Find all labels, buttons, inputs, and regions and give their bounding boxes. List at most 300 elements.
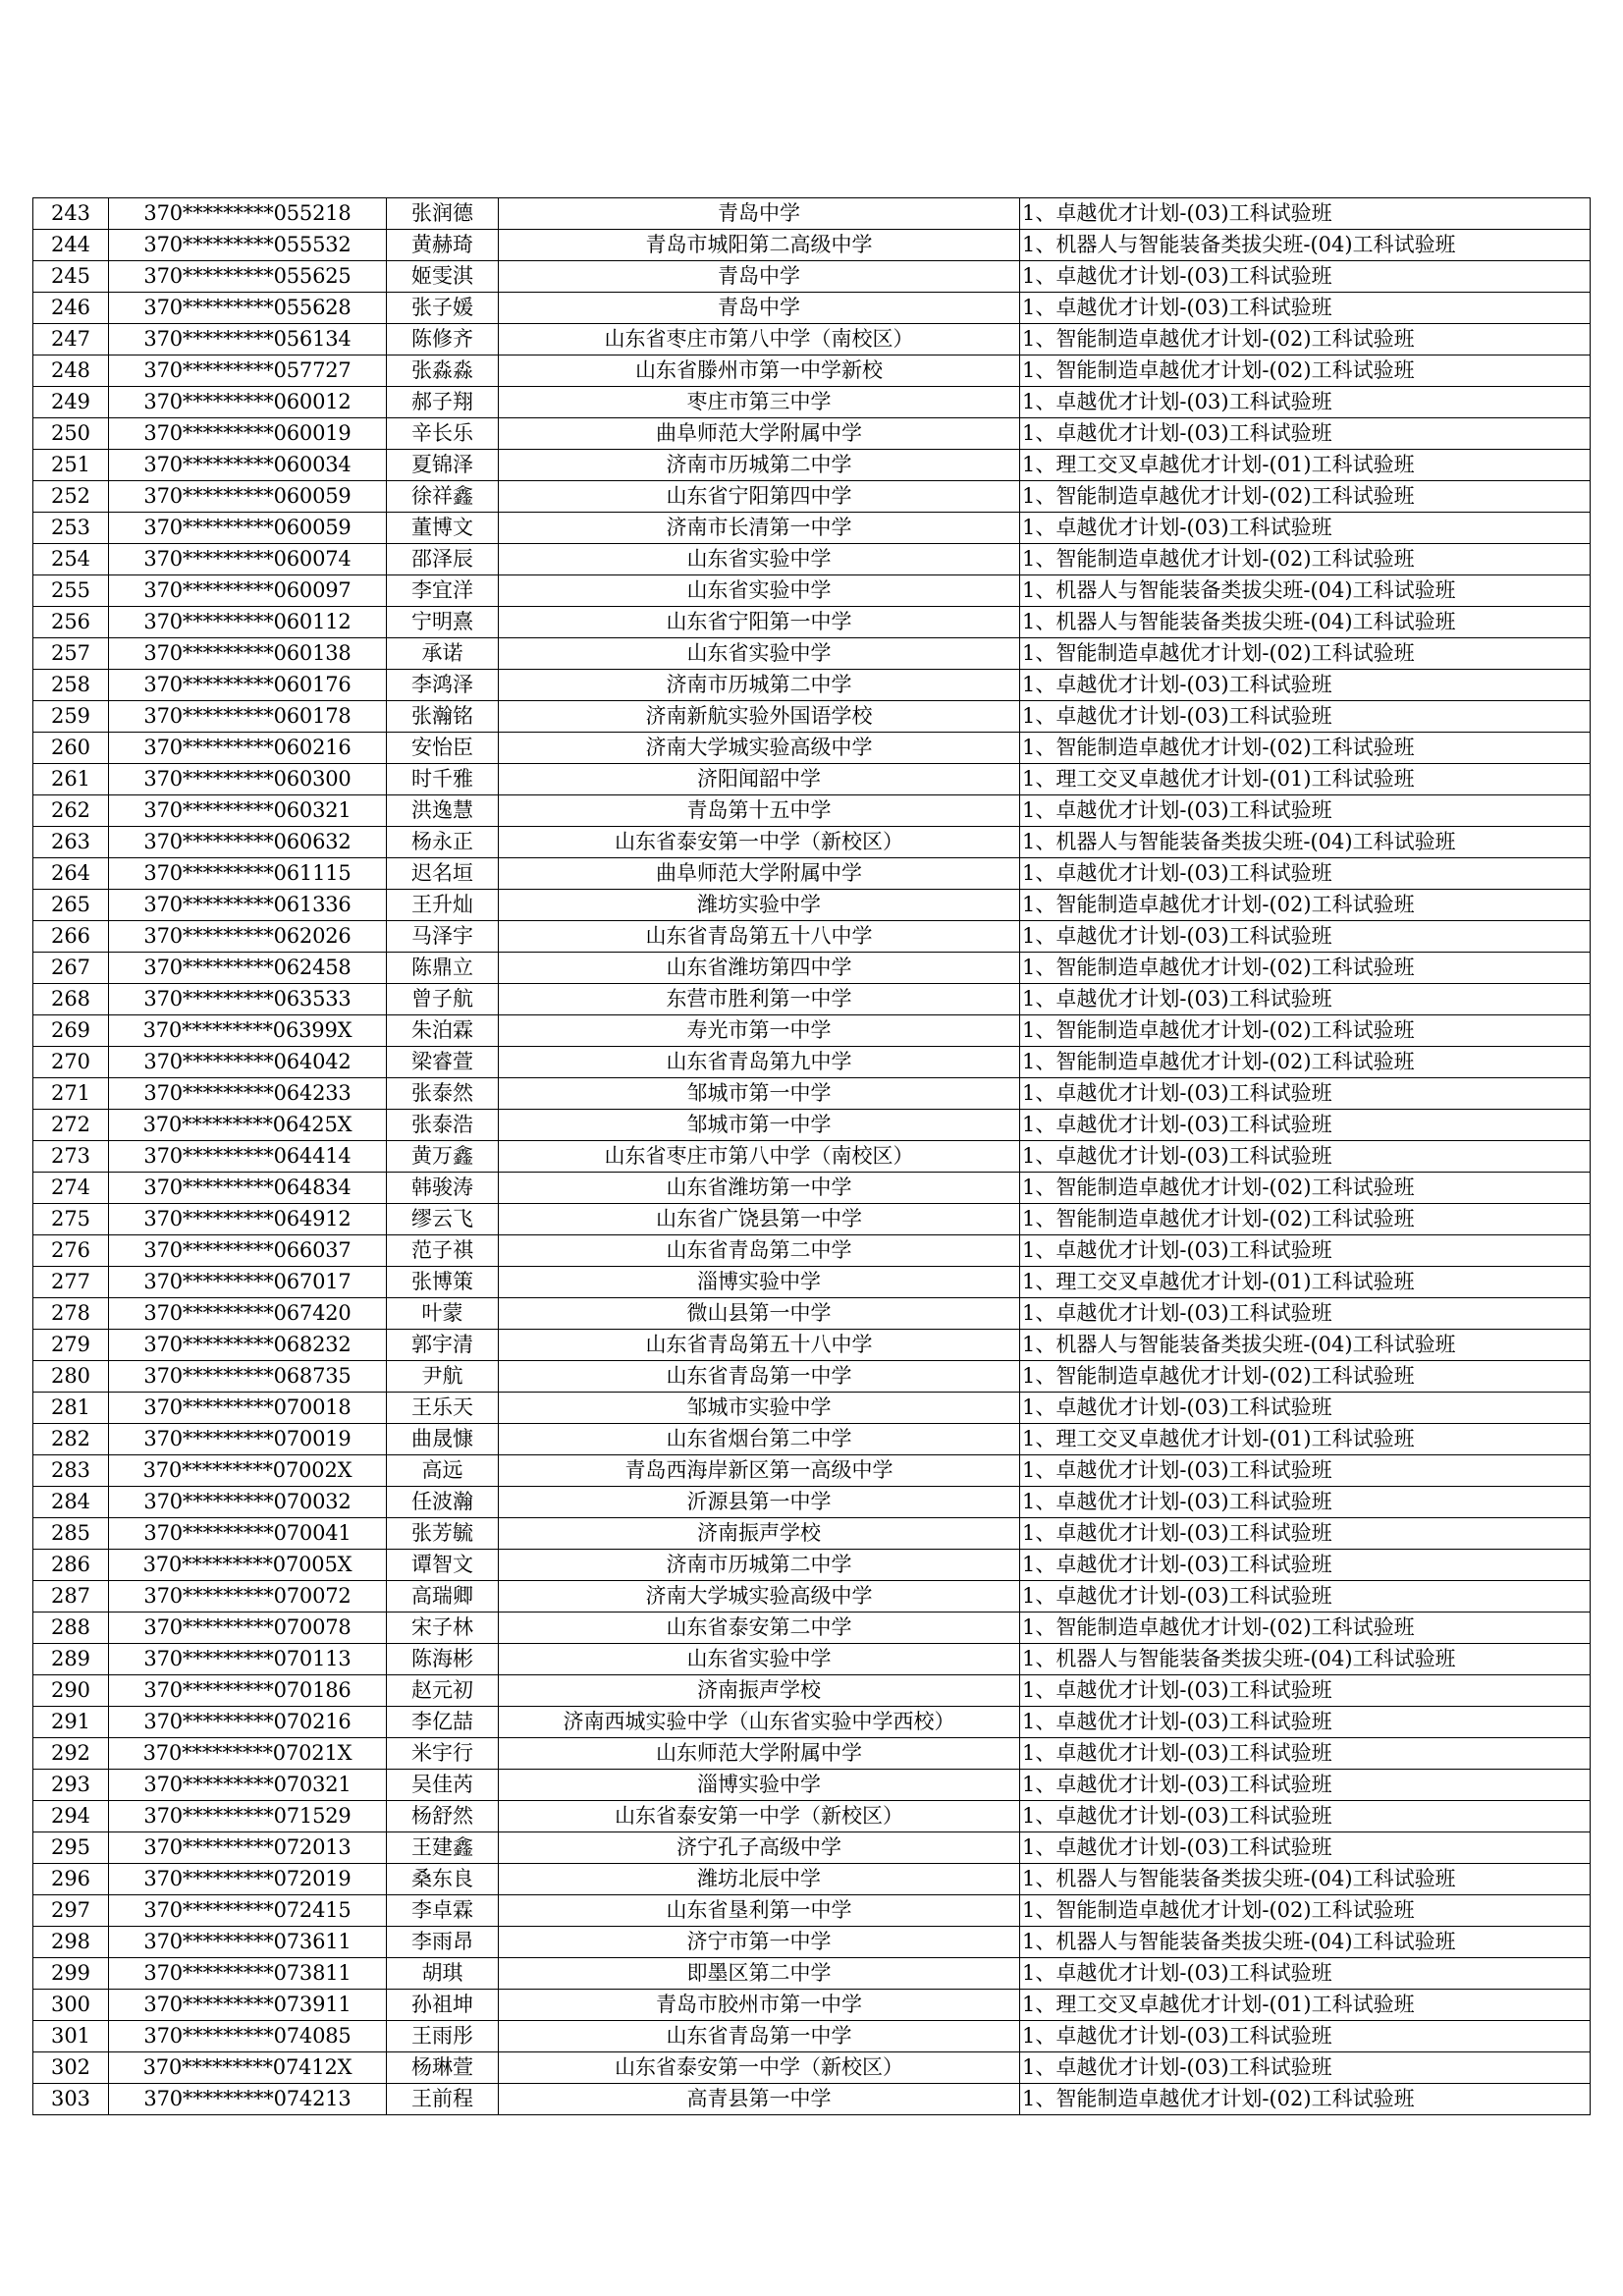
id-number-cell: 370*********060176 xyxy=(109,670,387,701)
program-cell: 1、机器人与智能装备类拔尖班-(04)工科试验班 xyxy=(1020,1644,1591,1675)
school-cell: 济南市历城第二中学 xyxy=(499,670,1020,701)
program-cell: 1、理工交叉卓越优才计划-(01)工科试验班 xyxy=(1020,1267,1591,1298)
student-name-cell: 张芳毓 xyxy=(387,1518,499,1550)
program-cell: 1、智能制造卓越优才计划-(02)工科试验班 xyxy=(1020,481,1591,513)
id-number-cell: 370*********07005X xyxy=(109,1550,387,1581)
school-cell: 微山县第一中学 xyxy=(499,1298,1020,1330)
row-number-cell: 255 xyxy=(33,575,109,607)
row-number-cell: 257 xyxy=(33,638,109,670)
id-number-cell: 370*********060074 xyxy=(109,544,387,575)
school-cell: 山东省宁阳第四中学 xyxy=(499,481,1020,513)
row-number-cell: 279 xyxy=(33,1330,109,1361)
school-cell: 山东省广饶县第一中学 xyxy=(499,1204,1020,1235)
program-cell: 1、卓越优才计划-(03)工科试验班 xyxy=(1020,670,1591,701)
program-cell: 1、卓越优才计划-(03)工科试验班 xyxy=(1020,1235,1591,1267)
school-cell: 淄博实验中学 xyxy=(499,1770,1020,1801)
table-row xyxy=(33,1424,1591,1455)
row-number-cell: 253 xyxy=(33,513,109,544)
table-row xyxy=(33,1047,1591,1078)
row-number-cell: 291 xyxy=(33,1707,109,1738)
id-number-cell: 370*********055625 xyxy=(109,261,387,293)
student-name-cell: 杨永正 xyxy=(387,827,499,858)
id-number-cell: 370*********064233 xyxy=(109,1078,387,1110)
table-row xyxy=(33,1015,1591,1047)
school-cell: 青岛中学 xyxy=(499,293,1020,324)
program-cell: 1、机器人与智能装备类拔尖班-(04)工科试验班 xyxy=(1020,1927,1591,1958)
student-name-cell: 王前程 xyxy=(387,2084,499,2115)
id-number-cell: 370*********060012 xyxy=(109,387,387,418)
school-cell: 潍坊实验中学 xyxy=(499,890,1020,921)
id-number-cell: 370*********064912 xyxy=(109,1204,387,1235)
program-cell: 1、卓越优才计划-(03)工科试验班 xyxy=(1020,1393,1591,1424)
row-number-cell: 264 xyxy=(33,858,109,890)
id-number-cell: 370*********060300 xyxy=(109,764,387,795)
student-name-cell: 李雨昂 xyxy=(387,1927,499,1958)
school-cell: 曲阜师范大学附属中学 xyxy=(499,858,1020,890)
program-cell: 1、卓越优才计划-(03)工科试验班 xyxy=(1020,1078,1591,1110)
row-number-cell: 284 xyxy=(33,1487,109,1518)
program-cell: 1、智能制造卓越优才计划-(02)工科试验班 xyxy=(1020,355,1591,387)
table-row xyxy=(33,261,1591,293)
id-number-cell: 370*********062458 xyxy=(109,953,387,984)
program-cell: 1、理工交叉卓越优才计划-(01)工科试验班 xyxy=(1020,1990,1591,2021)
student-name-cell: 缪云飞 xyxy=(387,1204,499,1235)
id-number-cell: 370*********070216 xyxy=(109,1707,387,1738)
student-name-cell: 王雨彤 xyxy=(387,2021,499,2052)
row-number-cell: 277 xyxy=(33,1267,109,1298)
school-cell: 山东省实验中学 xyxy=(499,544,1020,575)
id-number-cell: 370*********070019 xyxy=(109,1424,387,1455)
table-row xyxy=(33,481,1591,513)
program-cell: 1、机器人与智能装备类拔尖班-(04)工科试验班 xyxy=(1020,827,1591,858)
school-cell: 山东省青岛第一中学 xyxy=(499,2021,1020,2052)
student-name-cell: 范子祺 xyxy=(387,1235,499,1267)
program-cell: 1、机器人与智能装备类拔尖班-(04)工科试验班 xyxy=(1020,1330,1591,1361)
row-number-cell: 301 xyxy=(33,2021,109,2052)
table-row xyxy=(33,1581,1591,1613)
id-number-cell: 370*********070113 xyxy=(109,1644,387,1675)
student-name-cell: 陈海彬 xyxy=(387,1644,499,1675)
id-number-cell: 370*********064834 xyxy=(109,1173,387,1204)
row-number-cell: 245 xyxy=(33,261,109,293)
program-cell: 1、卓越优才计划-(03)工科试验班 xyxy=(1020,984,1591,1015)
student-name-cell: 王建鑫 xyxy=(387,1832,499,1864)
program-cell: 1、智能制造卓越优才计划-(02)工科试验班 xyxy=(1020,733,1591,764)
program-cell: 1、卓越优才计划-(03)工科试验班 xyxy=(1020,1675,1591,1707)
row-number-cell: 261 xyxy=(33,764,109,795)
row-number-cell: 260 xyxy=(33,733,109,764)
id-number-cell: 370*********060178 xyxy=(109,701,387,733)
student-name-cell: 韩骏涛 xyxy=(387,1173,499,1204)
program-cell: 1、卓越优才计划-(03)工科试验班 xyxy=(1020,1770,1591,1801)
id-number-cell: 370*********074213 xyxy=(109,2084,387,2115)
table-row xyxy=(33,1267,1591,1298)
student-name-cell: 邵泽辰 xyxy=(387,544,499,575)
row-number-cell: 299 xyxy=(33,1958,109,1990)
table-row xyxy=(33,1393,1591,1424)
id-number-cell: 370*********061336 xyxy=(109,890,387,921)
school-cell: 邹城市实验中学 xyxy=(499,1393,1020,1424)
row-number-cell: 298 xyxy=(33,1927,109,1958)
program-cell: 1、智能制造卓越优才计划-(02)工科试验班 xyxy=(1020,1173,1591,1204)
student-name-cell: 梁睿萱 xyxy=(387,1047,499,1078)
table-row xyxy=(33,1141,1591,1173)
id-number-cell: 370*********072013 xyxy=(109,1832,387,1864)
school-cell: 邹城市第一中学 xyxy=(499,1110,1020,1141)
program-cell: 1、智能制造卓越优才计划-(02)工科试验班 xyxy=(1020,953,1591,984)
student-name-cell: 夏锦泽 xyxy=(387,450,499,481)
id-number-cell: 370*********055218 xyxy=(109,198,387,230)
id-number-cell: 370*********060216 xyxy=(109,733,387,764)
table-row xyxy=(33,575,1591,607)
school-cell: 山东省实验中学 xyxy=(499,575,1020,607)
student-name-cell: 张博策 xyxy=(387,1267,499,1298)
program-cell: 1、卓越优才计划-(03)工科试验班 xyxy=(1020,1110,1591,1141)
school-cell: 淄博实验中学 xyxy=(499,1267,1020,1298)
student-name-cell: 王乐天 xyxy=(387,1393,499,1424)
row-number-cell: 286 xyxy=(33,1550,109,1581)
program-cell: 1、卓越优才计划-(03)工科试验班 xyxy=(1020,1707,1591,1738)
program-cell: 1、卓越优才计划-(03)工科试验班 xyxy=(1020,1298,1591,1330)
table-row xyxy=(33,418,1591,450)
row-number-cell: 269 xyxy=(33,1015,109,1047)
id-number-cell: 370*********060059 xyxy=(109,481,387,513)
school-cell: 青岛市城阳第二高级中学 xyxy=(499,230,1020,261)
school-cell: 山东省青岛第五十八中学 xyxy=(499,1330,1020,1361)
school-cell: 高青县第一中学 xyxy=(499,2084,1020,2115)
table-row xyxy=(33,1738,1591,1770)
row-number-cell: 292 xyxy=(33,1738,109,1770)
row-number-cell: 278 xyxy=(33,1298,109,1330)
id-number-cell: 370*********073811 xyxy=(109,1958,387,1990)
school-cell: 山东省青岛第二中学 xyxy=(499,1235,1020,1267)
table-row xyxy=(33,1770,1591,1801)
school-cell: 东营市胜利第一中学 xyxy=(499,984,1020,1015)
row-number-cell: 263 xyxy=(33,827,109,858)
student-name-cell: 时千雅 xyxy=(387,764,499,795)
program-cell: 1、卓越优才计划-(03)工科试验班 xyxy=(1020,198,1591,230)
student-name-cell: 胡琪 xyxy=(387,1958,499,1990)
student-name-cell: 尹航 xyxy=(387,1361,499,1393)
id-number-cell: 370*********070072 xyxy=(109,1581,387,1613)
id-number-cell: 370*********068232 xyxy=(109,1330,387,1361)
program-cell: 1、卓越优才计划-(03)工科试验班 xyxy=(1020,1581,1591,1613)
table-row xyxy=(33,1173,1591,1204)
program-cell: 1、卓越优才计划-(03)工科试验班 xyxy=(1020,1550,1591,1581)
school-cell: 济宁孔子高级中学 xyxy=(499,1832,1020,1864)
row-number-cell: 244 xyxy=(33,230,109,261)
id-number-cell: 370*********07412X xyxy=(109,2052,387,2084)
row-number-cell: 287 xyxy=(33,1581,109,1613)
id-number-cell: 370*********064042 xyxy=(109,1047,387,1078)
id-number-cell: 370*********073911 xyxy=(109,1990,387,2021)
student-name-cell: 杨琳萱 xyxy=(387,2052,499,2084)
row-number-cell: 281 xyxy=(33,1393,109,1424)
program-cell: 1、理工交叉卓越优才计划-(01)工科试验班 xyxy=(1020,1424,1591,1455)
student-name-cell: 李鸿泽 xyxy=(387,670,499,701)
row-number-cell: 267 xyxy=(33,953,109,984)
student-name-cell: 王升灿 xyxy=(387,890,499,921)
program-cell: 1、机器人与智能装备类拔尖班-(04)工科试验班 xyxy=(1020,607,1591,638)
table-row xyxy=(33,1235,1591,1267)
program-cell: 1、卓越优才计划-(03)工科试验班 xyxy=(1020,1832,1591,1864)
id-number-cell: 370*********06399X xyxy=(109,1015,387,1047)
student-name-cell: 桑东良 xyxy=(387,1864,499,1895)
program-cell: 1、卓越优才计划-(03)工科试验班 xyxy=(1020,513,1591,544)
program-cell: 1、卓越优才计划-(03)工科试验班 xyxy=(1020,701,1591,733)
school-cell: 潍坊北辰中学 xyxy=(499,1864,1020,1895)
table-row xyxy=(33,670,1591,701)
school-cell: 青岛西海岸新区第一高级中学 xyxy=(499,1455,1020,1487)
school-cell: 济阳闻韶中学 xyxy=(499,764,1020,795)
program-cell: 1、卓越优才计划-(03)工科试验班 xyxy=(1020,293,1591,324)
school-cell: 山东省烟台第二中学 xyxy=(499,1424,1020,1455)
row-number-cell: 268 xyxy=(33,984,109,1015)
school-cell: 济南大学城实验高级中学 xyxy=(499,733,1020,764)
program-cell: 1、理工交叉卓越优才计划-(01)工科试验班 xyxy=(1020,764,1591,795)
row-number-cell: 274 xyxy=(33,1173,109,1204)
student-name-cell: 杨舒然 xyxy=(387,1801,499,1832)
row-number-cell: 289 xyxy=(33,1644,109,1675)
row-number-cell: 252 xyxy=(33,481,109,513)
student-name-cell: 张泰浩 xyxy=(387,1110,499,1141)
table-row xyxy=(33,1707,1591,1738)
id-number-cell: 370*********06425X xyxy=(109,1110,387,1141)
program-cell: 1、卓越优才计划-(03)工科试验班 xyxy=(1020,387,1591,418)
program-cell: 1、卓越优才计划-(03)工科试验班 xyxy=(1020,1455,1591,1487)
table-row xyxy=(33,827,1591,858)
row-number-cell: 294 xyxy=(33,1801,109,1832)
row-number-cell: 243 xyxy=(33,198,109,230)
row-number-cell: 300 xyxy=(33,1990,109,2021)
student-name-cell: 姬雯淇 xyxy=(387,261,499,293)
table-row xyxy=(33,1613,1591,1644)
row-number-cell: 247 xyxy=(33,324,109,355)
table-row xyxy=(33,2021,1591,2052)
id-number-cell: 370*********068735 xyxy=(109,1361,387,1393)
program-cell: 1、机器人与智能装备类拔尖班-(04)工科试验班 xyxy=(1020,575,1591,607)
id-number-cell: 370*********060321 xyxy=(109,795,387,827)
table-row xyxy=(33,701,1591,733)
row-number-cell: 250 xyxy=(33,418,109,450)
id-number-cell: 370*********056134 xyxy=(109,324,387,355)
school-cell: 山东师范大学附属中学 xyxy=(499,1738,1020,1770)
id-number-cell: 370*********060632 xyxy=(109,827,387,858)
school-cell: 山东省实验中学 xyxy=(499,1644,1020,1675)
table-row xyxy=(33,1518,1591,1550)
school-cell: 济南市历城第二中学 xyxy=(499,450,1020,481)
row-number-cell: 290 xyxy=(33,1675,109,1707)
table-row xyxy=(33,953,1591,984)
table-row xyxy=(33,1801,1591,1832)
student-name-cell: 张淼淼 xyxy=(387,355,499,387)
id-number-cell: 370*********067420 xyxy=(109,1298,387,1330)
id-number-cell: 370*********066037 xyxy=(109,1235,387,1267)
school-cell: 曲阜师范大学附属中学 xyxy=(499,418,1020,450)
program-cell: 1、卓越优才计划-(03)工科试验班 xyxy=(1020,1518,1591,1550)
program-cell: 1、智能制造卓越优才计划-(02)工科试验班 xyxy=(1020,2084,1591,2115)
id-number-cell: 370*********055628 xyxy=(109,293,387,324)
school-cell: 山东省青岛第一中学 xyxy=(499,1361,1020,1393)
student-name-cell: 张瀚铭 xyxy=(387,701,499,733)
program-cell: 1、卓越优才计划-(03)工科试验班 xyxy=(1020,1958,1591,1990)
program-cell: 1、智能制造卓越优才计划-(02)工科试验班 xyxy=(1020,1015,1591,1047)
row-number-cell: 265 xyxy=(33,890,109,921)
student-name-cell: 黄赫琦 xyxy=(387,230,499,261)
student-name-cell: 李宜洋 xyxy=(387,575,499,607)
school-cell: 山东省青岛第五十八中学 xyxy=(499,921,1020,953)
table-row xyxy=(33,1110,1591,1141)
school-cell: 济南市长清第一中学 xyxy=(499,513,1020,544)
program-cell: 1、智能制造卓越优才计划-(02)工科试验班 xyxy=(1020,1613,1591,1644)
table-row xyxy=(33,387,1591,418)
program-cell: 1、智能制造卓越优才计划-(02)工科试验班 xyxy=(1020,890,1591,921)
row-number-cell: 251 xyxy=(33,450,109,481)
program-cell: 1、智能制造卓越优才计划-(02)工科试验班 xyxy=(1020,324,1591,355)
row-number-cell: 275 xyxy=(33,1204,109,1235)
student-name-cell: 吴佳芮 xyxy=(387,1770,499,1801)
id-number-cell: 370*********060034 xyxy=(109,450,387,481)
row-number-cell: 272 xyxy=(33,1110,109,1141)
table-row xyxy=(33,450,1591,481)
id-number-cell: 370*********070032 xyxy=(109,1487,387,1518)
school-cell: 青岛第十五中学 xyxy=(499,795,1020,827)
id-number-cell: 370*********067017 xyxy=(109,1267,387,1298)
school-cell: 青岛中学 xyxy=(499,261,1020,293)
row-number-cell: 256 xyxy=(33,607,109,638)
student-name-cell: 李卓霖 xyxy=(387,1895,499,1927)
row-number-cell: 297 xyxy=(33,1895,109,1927)
id-number-cell: 370*********063533 xyxy=(109,984,387,1015)
student-name-cell: 安怡臣 xyxy=(387,733,499,764)
program-cell: 1、卓越优才计划-(03)工科试验班 xyxy=(1020,2021,1591,2052)
table-row xyxy=(33,858,1591,890)
program-cell: 1、机器人与智能装备类拔尖班-(04)工科试验班 xyxy=(1020,1864,1591,1895)
program-cell: 1、机器人与智能装备类拔尖班-(04)工科试验班 xyxy=(1020,230,1591,261)
school-cell: 济南振声学校 xyxy=(499,1675,1020,1707)
program-cell: 1、智能制造卓越优才计划-(02)工科试验班 xyxy=(1020,1204,1591,1235)
student-name-cell: 迟名垣 xyxy=(387,858,499,890)
school-cell: 山东省宁阳第一中学 xyxy=(499,607,1020,638)
id-number-cell: 370*********074085 xyxy=(109,2021,387,2052)
table-row xyxy=(33,513,1591,544)
row-number-cell: 302 xyxy=(33,2052,109,2084)
id-number-cell: 370*********072019 xyxy=(109,1864,387,1895)
table-row xyxy=(33,198,1591,230)
student-name-cell: 陈鼎立 xyxy=(387,953,499,984)
row-number-cell: 266 xyxy=(33,921,109,953)
student-name-cell: 董博文 xyxy=(387,513,499,544)
school-cell: 济南新航实验外国语学校 xyxy=(499,701,1020,733)
id-number-cell: 370*********057727 xyxy=(109,355,387,387)
table-row xyxy=(33,293,1591,324)
id-number-cell: 370*********070321 xyxy=(109,1770,387,1801)
school-cell: 济南市历城第二中学 xyxy=(499,1550,1020,1581)
school-cell: 山东省枣庄市第八中学（南校区） xyxy=(499,324,1020,355)
table-row xyxy=(33,1927,1591,1958)
id-number-cell: 370*********070078 xyxy=(109,1613,387,1644)
program-cell: 1、卓越优才计划-(03)工科试验班 xyxy=(1020,795,1591,827)
id-number-cell: 370*********073611 xyxy=(109,1927,387,1958)
student-name-cell: 米宇行 xyxy=(387,1738,499,1770)
student-name-cell: 宋子林 xyxy=(387,1613,499,1644)
table-row xyxy=(33,355,1591,387)
school-cell: 山东省实验中学 xyxy=(499,638,1020,670)
student-name-cell: 徐祥鑫 xyxy=(387,481,499,513)
table-row xyxy=(33,733,1591,764)
admission-list-table xyxy=(32,197,1591,2115)
id-number-cell: 370*********060138 xyxy=(109,638,387,670)
row-number-cell: 276 xyxy=(33,1235,109,1267)
table-row xyxy=(33,1078,1591,1110)
student-name-cell: 承诺 xyxy=(387,638,499,670)
school-cell: 山东省垦利第一中学 xyxy=(499,1895,1020,1927)
table-row xyxy=(33,2084,1591,2115)
student-name-cell: 郭宇清 xyxy=(387,1330,499,1361)
school-cell: 山东省泰安第一中学（新校区） xyxy=(499,1801,1020,1832)
id-number-cell: 370*********070041 xyxy=(109,1518,387,1550)
student-name-cell: 陈修齐 xyxy=(387,324,499,355)
table-row xyxy=(33,795,1591,827)
table-row xyxy=(33,607,1591,638)
school-cell: 济宁市第一中学 xyxy=(499,1927,1020,1958)
id-number-cell: 370*********060059 xyxy=(109,513,387,544)
id-number-cell: 370*********064414 xyxy=(109,1141,387,1173)
school-cell: 寿光市第一中学 xyxy=(499,1015,1020,1047)
program-cell: 1、卓越优才计划-(03)工科试验班 xyxy=(1020,1801,1591,1832)
program-cell: 1、卓越优才计划-(03)工科试验班 xyxy=(1020,261,1591,293)
table-row xyxy=(33,1864,1591,1895)
row-number-cell: 254 xyxy=(33,544,109,575)
school-cell: 山东省泰安第一中学（新校区） xyxy=(499,2052,1020,2084)
program-cell: 1、卓越优才计划-(03)工科试验班 xyxy=(1020,2052,1591,2084)
student-name-cell: 朱泊霖 xyxy=(387,1015,499,1047)
school-cell: 青岛中学 xyxy=(499,198,1020,230)
row-number-cell: 296 xyxy=(33,1864,109,1895)
student-name-cell: 黄万鑫 xyxy=(387,1141,499,1173)
table-row xyxy=(33,1675,1591,1707)
school-cell: 济南大学城实验高级中学 xyxy=(499,1581,1020,1613)
program-cell: 1、智能制造卓越优才计划-(02)工科试验班 xyxy=(1020,1361,1591,1393)
table-row xyxy=(33,1361,1591,1393)
table-row xyxy=(33,1895,1591,1927)
student-name-cell: 曲晟慷 xyxy=(387,1424,499,1455)
student-name-cell: 高瑞卿 xyxy=(387,1581,499,1613)
school-cell: 山东省泰安第一中学（新校区） xyxy=(499,827,1020,858)
row-number-cell: 270 xyxy=(33,1047,109,1078)
student-name-cell: 高远 xyxy=(387,1455,499,1487)
school-cell: 山东省潍坊第四中学 xyxy=(499,953,1020,984)
id-number-cell: 370*********071529 xyxy=(109,1801,387,1832)
table-row xyxy=(33,1832,1591,1864)
row-number-cell: 280 xyxy=(33,1361,109,1393)
row-number-cell: 285 xyxy=(33,1518,109,1550)
table-row xyxy=(33,984,1591,1015)
table-row xyxy=(33,324,1591,355)
id-number-cell: 370*********060019 xyxy=(109,418,387,450)
row-number-cell: 303 xyxy=(33,2084,109,2115)
program-cell: 1、卓越优才计划-(03)工科试验班 xyxy=(1020,1141,1591,1173)
table-row xyxy=(33,921,1591,953)
student-name-cell: 张泰然 xyxy=(387,1078,499,1110)
row-number-cell: 262 xyxy=(33,795,109,827)
school-cell: 山东省青岛第九中学 xyxy=(499,1047,1020,1078)
row-number-cell: 271 xyxy=(33,1078,109,1110)
school-cell: 山东省滕州市第一中学新校 xyxy=(499,355,1020,387)
table-row xyxy=(33,1455,1591,1487)
student-name-cell: 张润德 xyxy=(387,198,499,230)
school-cell: 邹城市第一中学 xyxy=(499,1078,1020,1110)
